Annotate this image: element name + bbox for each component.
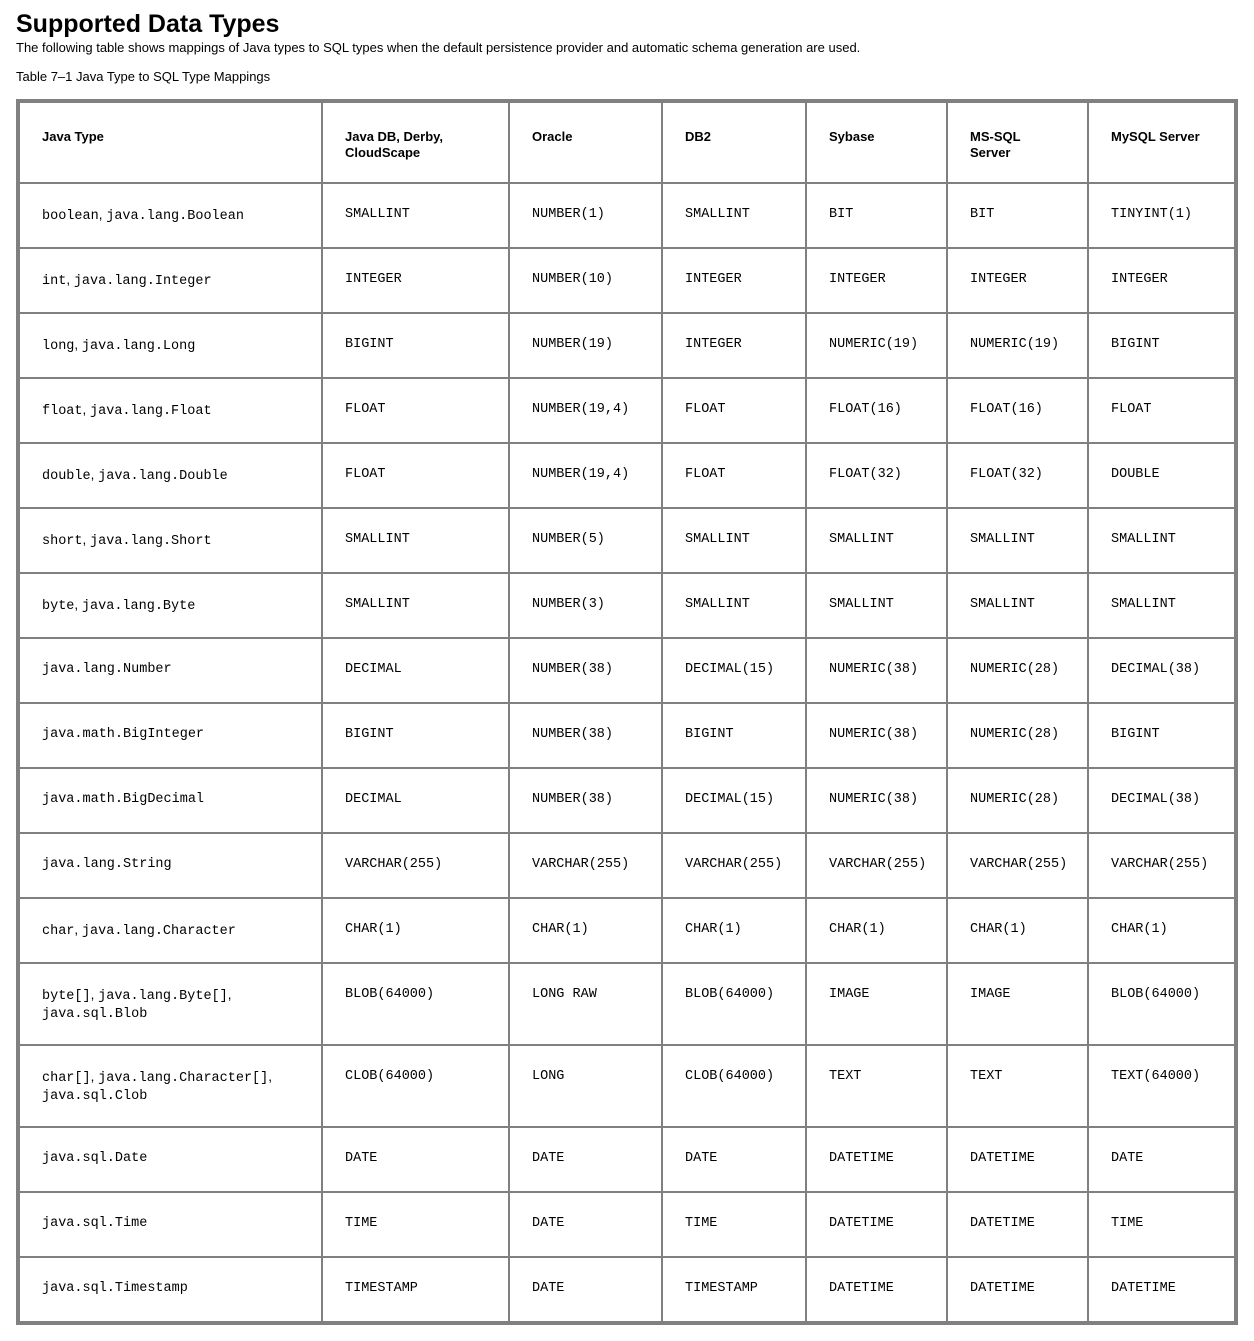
page-title: Supported Data Types — [16, 10, 280, 38]
sql-type-cell: BLOB(64000) — [322, 963, 509, 1045]
type-separator: , — [74, 337, 82, 352]
java-type-name: java.lang.Character — [81, 924, 236, 939]
sql-type-cell: NUMBER(38) — [509, 638, 662, 703]
table-row — [19, 1257, 1235, 1322]
column-header-java-db: Java DB, Derby, CloudScape — [322, 102, 509, 183]
java-type-cell — [19, 508, 322, 573]
type-separator: , — [74, 922, 82, 937]
sql-type-cell: NUMERIC(28) — [947, 768, 1088, 833]
table-row — [19, 508, 1235, 573]
java-type-cell — [19, 768, 322, 833]
type-separator: , — [268, 1069, 273, 1084]
java-type-name: java.sql.Date — [42, 1151, 148, 1166]
java-type-name: java.sql.Timestamp — [42, 1281, 188, 1296]
sql-type-cell: INTEGER — [806, 248, 947, 313]
sql-type-cell: INTEGER — [947, 248, 1088, 313]
sql-type-cell: NUMBER(10) — [509, 248, 662, 313]
table-row — [19, 1045, 1235, 1127]
java-type-name: java.math.BigDecimal — [42, 792, 205, 807]
sql-type-cell: NUMBER(1) — [509, 183, 662, 248]
java-type-name: char — [42, 924, 75, 939]
column-header-sybase: Sybase — [806, 102, 947, 183]
sql-type-cell: DECIMAL(38) — [1088, 768, 1235, 833]
column-header-oracle: Oracle — [509, 102, 662, 183]
sql-type-cell: NUMBER(19,4) — [509, 443, 662, 508]
sql-type-cell: VARCHAR(255) — [662, 833, 806, 898]
java-type-name: java.lang.Byte — [81, 599, 196, 614]
sql-type-cell: TEXT — [806, 1045, 947, 1127]
sql-type-cell: BLOB(64000) — [1088, 963, 1235, 1045]
sql-type-cell: NUMERIC(38) — [806, 703, 947, 768]
sql-type-cell: NUMERIC(28) — [947, 638, 1088, 703]
sql-type-cell: BIGINT — [1088, 703, 1235, 768]
sql-type-cell: CLOB(64000) — [662, 1045, 806, 1127]
sql-type-cell: DATE — [509, 1257, 662, 1322]
table-row — [19, 313, 1235, 378]
table-row — [19, 768, 1235, 833]
sql-type-cell: SMALLINT — [806, 573, 947, 638]
table-row — [19, 573, 1235, 638]
table-row — [19, 963, 1235, 1045]
java-type-cell — [19, 638, 322, 703]
sql-type-cell: NUMBER(38) — [509, 703, 662, 768]
sql-type-cell: NUMERIC(19) — [947, 313, 1088, 378]
java-type-cell — [19, 1127, 322, 1192]
sql-type-cell: DECIMAL — [322, 768, 509, 833]
table-row — [19, 1127, 1235, 1192]
sql-type-cell: BIGINT — [322, 703, 509, 768]
sql-type-cell: DATETIME — [806, 1192, 947, 1257]
column-header-db2: DB2 — [662, 102, 806, 183]
sql-type-cell: TIME — [662, 1192, 806, 1257]
sql-type-cell: NUMBER(19,4) — [509, 378, 662, 443]
column-header-mysql: MySQL Server — [1088, 102, 1235, 183]
type-separator: , — [98, 207, 107, 222]
sql-type-cell: CHAR(1) — [509, 898, 662, 963]
sql-type-cell: FLOAT — [322, 378, 509, 443]
table-body — [19, 183, 1235, 1322]
sql-type-cell: DATE — [662, 1127, 806, 1192]
java-type-cell — [19, 378, 322, 443]
sql-type-cell: SMALLINT — [662, 508, 806, 573]
table-row — [19, 833, 1235, 898]
java-type-cell — [19, 833, 322, 898]
sql-type-cell: DATE — [1088, 1127, 1235, 1192]
sql-type-cell: FLOAT — [322, 443, 509, 508]
sql-type-cell: VARCHAR(255) — [947, 833, 1088, 898]
java-type-name: float — [42, 404, 83, 419]
column-header-java-type: Java Type — [19, 102, 322, 183]
sql-type-cell: FLOAT(32) — [806, 443, 947, 508]
sql-type-cell: SMALLINT — [322, 183, 509, 248]
sql-type-cell: FLOAT(16) — [806, 378, 947, 443]
sql-type-cell: DATE — [509, 1192, 662, 1257]
type-separator: , — [66, 272, 74, 287]
sql-type-cell: NUMBER(19) — [509, 313, 662, 378]
sql-type-cell: IMAGE — [947, 963, 1088, 1045]
sql-type-cell: SMALLINT — [1088, 508, 1235, 573]
type-separator: , — [90, 1069, 99, 1084]
java-type-cell — [19, 898, 322, 963]
java-type-cell — [19, 1257, 322, 1322]
java-type-cell — [19, 248, 322, 313]
sql-type-cell: FLOAT — [662, 378, 806, 443]
java-type-name: java.lang.Short — [90, 534, 212, 549]
type-separator: , — [90, 987, 99, 1002]
sql-type-cell: TIMESTAMP — [662, 1257, 806, 1322]
sql-type-cell: TEXT(64000) — [1088, 1045, 1235, 1127]
table-row — [19, 703, 1235, 768]
sql-type-cell: NUMBER(3) — [509, 573, 662, 638]
sql-type-cell: BIT — [806, 183, 947, 248]
table-row — [19, 638, 1235, 703]
type-separator: , — [82, 402, 91, 417]
sql-type-cell: IMAGE — [806, 963, 947, 1045]
sql-type-cell: INTEGER — [322, 248, 509, 313]
java-type-name: long — [42, 339, 75, 354]
sql-type-cell: VARCHAR(255) — [509, 833, 662, 898]
sql-type-cell: NUMBER(5) — [509, 508, 662, 573]
java-type-name: java.sql.Time — [42, 1216, 148, 1231]
sql-type-cell: BIGINT — [1088, 313, 1235, 378]
type-separator: , — [74, 597, 82, 612]
sql-type-cell: VARCHAR(255) — [1088, 833, 1235, 898]
java-type-name: java.math.BigInteger — [42, 727, 205, 742]
java-type-name: double — [42, 469, 91, 484]
sql-type-cell: DATETIME — [947, 1257, 1088, 1322]
sql-type-cell: CHAR(1) — [662, 898, 806, 963]
java-type-cell — [19, 313, 322, 378]
type-separator: , — [227, 987, 232, 1002]
sql-type-cell: VARCHAR(255) — [806, 833, 947, 898]
java-type-name: java.lang.Boolean — [106, 209, 244, 224]
sql-type-cell: TIME — [1088, 1192, 1235, 1257]
sql-type-cell: NUMERIC(19) — [806, 313, 947, 378]
java-type-name: java.lang.Character[] — [98, 1071, 269, 1086]
sql-type-cell: INTEGER — [662, 248, 806, 313]
java-type-name: boolean — [42, 209, 99, 224]
table-caption: Table 7–1 Java Type to SQL Type Mappings — [16, 69, 271, 84]
sql-type-cell: TEXT — [947, 1045, 1088, 1127]
table-row — [19, 1192, 1235, 1257]
sql-type-cell: LONG — [509, 1045, 662, 1127]
java-type-name: byte[] — [42, 989, 91, 1004]
sql-type-cell: TIME — [322, 1192, 509, 1257]
java-type-name: java.sql.Blob — [42, 1007, 148, 1022]
sql-type-cell: LONG RAW — [509, 963, 662, 1045]
sql-type-cell: SMALLINT — [947, 508, 1088, 573]
sql-type-cell: DATETIME — [1088, 1257, 1235, 1322]
java-type-name: java.lang.Integer — [73, 274, 212, 289]
java-type-cell — [19, 1192, 322, 1257]
sql-type-cell: INTEGER — [662, 313, 806, 378]
sql-type-cell: CHAR(1) — [1088, 898, 1235, 963]
sql-type-cell: BLOB(64000) — [662, 963, 806, 1045]
java-type-name: java.lang.Byte[] — [98, 989, 228, 1004]
java-type-name: int — [42, 274, 67, 289]
java-type-cell — [19, 183, 322, 248]
java-type-name: short — [42, 534, 83, 549]
sql-type-cell: SMALLINT — [322, 508, 509, 573]
table-row — [19, 183, 1235, 248]
sql-type-cell: NUMBER(38) — [509, 768, 662, 833]
type-separator: , — [90, 467, 99, 482]
sql-type-cell: TINYINT(1) — [1088, 183, 1235, 248]
sql-type-cell: VARCHAR(255) — [322, 833, 509, 898]
java-type-cell — [19, 703, 322, 768]
table-row — [19, 443, 1235, 508]
sql-type-cell: SMALLINT — [947, 573, 1088, 638]
header-row — [19, 102, 1235, 183]
column-header-ms-sql: MS-SQL Server — [947, 102, 1088, 183]
sql-type-cell: DECIMAL(38) — [1088, 638, 1235, 703]
table-row — [19, 378, 1235, 443]
sql-type-cell: DATETIME — [806, 1127, 947, 1192]
sql-type-cell: SMALLINT — [1088, 573, 1235, 638]
sql-type-cell: SMALLINT — [662, 183, 806, 248]
java-type-name: java.lang.Float — [90, 404, 212, 419]
type-mapping-table — [16, 99, 1238, 1325]
sql-type-cell: CHAR(1) — [322, 898, 509, 963]
java-type-name: java.lang.Number — [42, 662, 172, 677]
table-row — [19, 248, 1235, 313]
sql-type-cell: DECIMAL — [322, 638, 509, 703]
sql-type-cell: TIMESTAMP — [322, 1257, 509, 1322]
sql-type-cell: FLOAT(32) — [947, 443, 1088, 508]
intro-paragraph: The following table shows mappings of Java types to SQL types when the default persistence provider and automatic schema generation are used. — [16, 40, 861, 55]
sql-type-cell: SMALLINT — [662, 573, 806, 638]
sql-type-cell: NUMERIC(28) — [947, 703, 1088, 768]
sql-type-cell: DOUBLE — [1088, 443, 1235, 508]
table-row — [19, 898, 1235, 963]
sql-type-cell: DATE — [322, 1127, 509, 1192]
java-type-cell — [19, 1045, 322, 1127]
java-type-cell — [19, 963, 322, 1045]
java-type-name: java.lang.Double — [98, 469, 228, 484]
sql-type-cell: NUMERIC(38) — [806, 768, 947, 833]
sql-type-cell: SMALLINT — [322, 573, 509, 638]
sql-type-cell: NUMERIC(38) — [806, 638, 947, 703]
sql-type-cell: BIT — [947, 183, 1088, 248]
java-type-cell — [19, 443, 322, 508]
sql-type-cell: DECIMAL(15) — [662, 638, 806, 703]
java-type-name: java.lang.String — [42, 857, 172, 872]
sql-type-cell: DATETIME — [806, 1257, 947, 1322]
document-header — [16, 8, 1238, 85]
sql-type-cell: DATETIME — [947, 1127, 1088, 1192]
sql-type-cell: FLOAT — [1088, 378, 1235, 443]
sql-type-cell: SMALLINT — [806, 508, 947, 573]
sql-type-cell: CHAR(1) — [806, 898, 947, 963]
sql-type-cell: DECIMAL(15) — [662, 768, 806, 833]
sql-type-cell: CLOB(64000) — [322, 1045, 509, 1127]
sql-type-cell: FLOAT(16) — [947, 378, 1088, 443]
sql-type-cell: DATE — [509, 1127, 662, 1192]
sql-type-cell: FLOAT — [662, 443, 806, 508]
sql-type-cell: CHAR(1) — [947, 898, 1088, 963]
java-type-name: char[] — [42, 1071, 91, 1086]
sql-type-cell: DATETIME — [947, 1192, 1088, 1257]
type-separator: , — [82, 532, 91, 547]
java-type-cell — [19, 573, 322, 638]
java-type-name: java.lang.Long — [81, 339, 196, 354]
java-type-name: byte — [42, 599, 75, 614]
java-type-name: java.sql.Clob — [42, 1089, 148, 1104]
sql-type-cell: BIGINT — [322, 313, 509, 378]
sql-type-cell: BIGINT — [662, 703, 806, 768]
sql-type-cell: INTEGER — [1088, 248, 1235, 313]
